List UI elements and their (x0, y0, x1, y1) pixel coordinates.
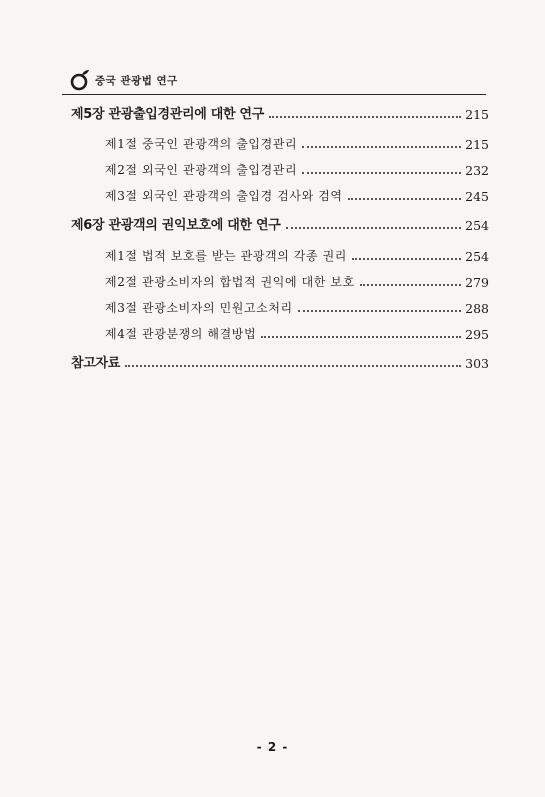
toc-entry-section[interactable] (0, 160, 545, 178)
toc-entry-page: 303 (465, 356, 489, 371)
header-title: 중국 관광법 연구 (95, 75, 178, 87)
page-number: - 2 - (256, 740, 289, 754)
toc-entry-label: 참고자료 (71, 356, 121, 371)
dot-leader (352, 258, 461, 260)
toc-entry-page: 295 (465, 327, 489, 342)
dot-leader (302, 172, 461, 174)
toc-entry-section[interactable] (0, 298, 545, 316)
toc-entry-page: 245 (465, 189, 489, 204)
dot-leader (348, 198, 461, 200)
toc-entry-references[interactable] (0, 353, 545, 371)
toc-entry-section[interactable] (0, 272, 545, 290)
toc-entry-page: 254 (465, 249, 489, 264)
running-header (62, 66, 486, 95)
toc-entry-label: 제5장 관광출입경관리에 대한 연구 (71, 107, 265, 122)
toc-entry-label: 제3절 관광소비자의 민원고소처리 (105, 301, 293, 315)
toc-entry-page: 279 (465, 275, 489, 290)
toc-entry-label: 제6장 관광객의 권익보호에 대한 연구 (71, 218, 281, 233)
toc-entry-label: 제2절 관광소비자의 합법적 권익에 대한 보호 (105, 275, 355, 289)
leaf-circle-icon (70, 69, 90, 91)
dot-leader (302, 146, 461, 148)
dot-leader (298, 310, 461, 312)
toc-entry-page: 288 (465, 301, 489, 316)
toc-entry-page: 215 (465, 107, 489, 122)
toc-entry-section[interactable] (0, 324, 545, 342)
dot-leader (360, 284, 461, 286)
dot-leader (125, 365, 461, 367)
toc-entry-chapter-5[interactable] (0, 104, 545, 122)
toc-entry-section[interactable] (0, 186, 545, 204)
toc-entry-chapter-6[interactable] (0, 215, 545, 233)
toc-entry-page: 232 (465, 163, 489, 178)
toc-entry-section[interactable] (0, 134, 545, 152)
dot-leader (286, 227, 461, 229)
toc-entry-label: 제1절 중국인 관광객의 출입경관리 (105, 137, 298, 151)
dot-leader (269, 116, 461, 118)
toc-entry-page: 215 (465, 137, 489, 152)
toc-entry-section[interactable] (0, 246, 545, 264)
toc-entry-label: 제4절 관광분쟁의 해결방법 (105, 327, 257, 341)
toc-entry-label: 제2절 외국인 관광객의 출입경관리 (105, 163, 298, 177)
toc-entry-label: 제1절 법적 보호를 받는 관광객의 각종 권리 (105, 249, 347, 263)
toc-entry-label: 제3절 외국인 관광객의 출입경 검사와 검역 (105, 189, 343, 203)
dot-leader (261, 336, 461, 338)
toc-entry-page: 254 (465, 218, 489, 233)
